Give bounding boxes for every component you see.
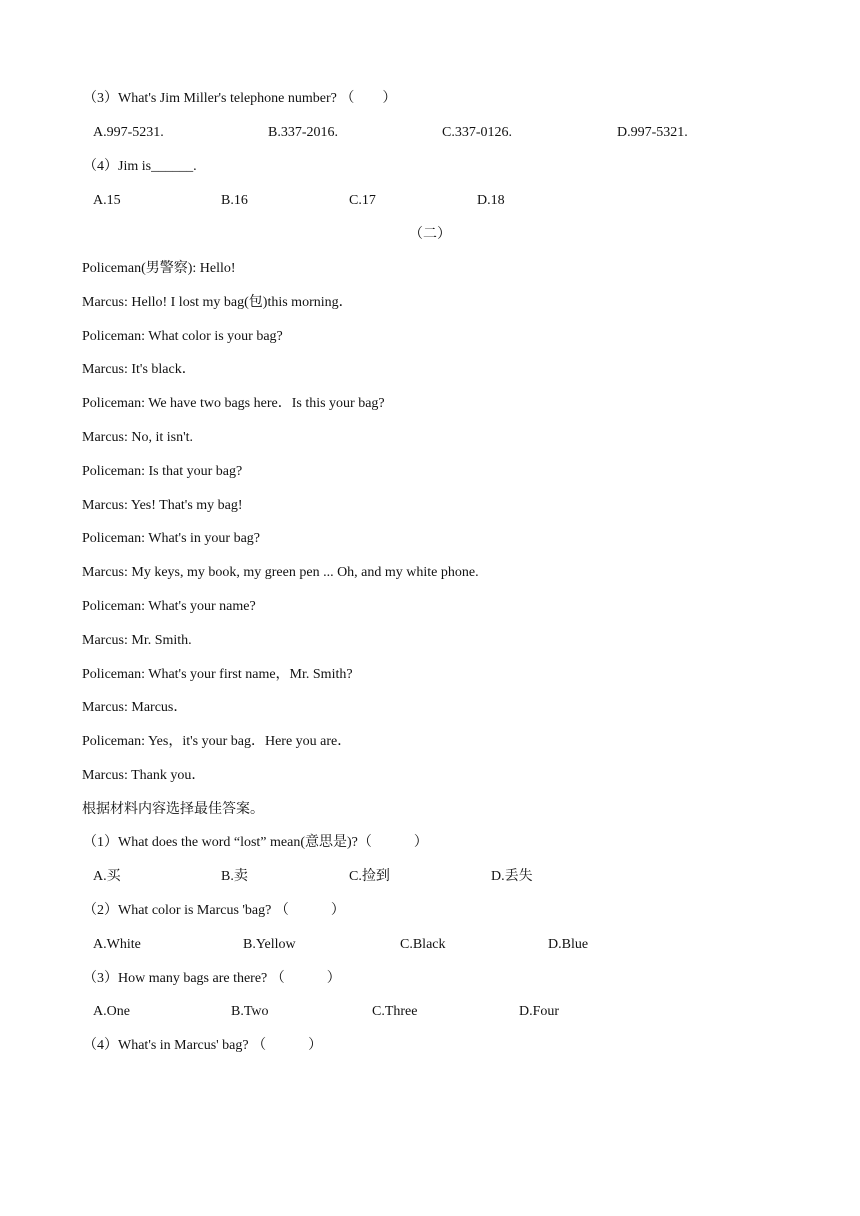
option-d: D.Blue bbox=[548, 937, 589, 952]
dialogue-line: Policeman: Is that your bag? bbox=[82, 464, 243, 479]
dialogue-line: Marcus: No, it isn't. bbox=[82, 430, 194, 445]
dialogue-line: Policeman: What's your name? bbox=[82, 599, 256, 614]
s2-question-3-options bbox=[93, 1003, 613, 1021]
option-d: D.18 bbox=[477, 193, 505, 208]
dialogue-line: Policeman: What color is your bag? bbox=[82, 329, 283, 344]
dialogue-line: Policeman: We have two bags here．Is this your bag? bbox=[82, 396, 385, 411]
option-a: A.One bbox=[93, 1004, 130, 1019]
option-b: B.Two bbox=[231, 1004, 269, 1019]
s2-question-3: （3）How many bags are there? （ ） bbox=[83, 971, 341, 986]
option-c: C.Black bbox=[400, 937, 446, 952]
option-c: C.17 bbox=[349, 193, 376, 208]
dialogue-line: Policeman: What's in your bag? bbox=[82, 531, 261, 546]
instruction: 根据材料内容选择最佳答案。 bbox=[82, 802, 264, 817]
s2-question-2: （2）What color is Marcus 'bag? （ ） bbox=[83, 903, 345, 918]
option-a: A.买 bbox=[93, 869, 121, 884]
dialogue-line: Marcus: Thank you． bbox=[82, 768, 206, 783]
option-a: A.White bbox=[93, 937, 141, 952]
question-4-age: （4）Jim is______. bbox=[83, 159, 197, 174]
option-d: D.997-5321. bbox=[617, 125, 688, 140]
option-c: C.337-0126. bbox=[442, 125, 512, 140]
s2-question-2-options bbox=[93, 936, 653, 954]
question-3-telephone: （3）What's Jim Miller's telephone number? （ ） bbox=[83, 91, 397, 106]
option-b: B.Yellow bbox=[243, 937, 296, 952]
dialogue-line: Marcus: It's black． bbox=[82, 362, 196, 377]
option-d: D.丢失 bbox=[491, 869, 533, 884]
option-b: B.16 bbox=[221, 193, 248, 208]
option-a: A.997-5231. bbox=[93, 125, 164, 140]
dialogue-line: Policeman(男警察): Hello! bbox=[82, 261, 236, 276]
option-b: B.卖 bbox=[221, 869, 248, 884]
dialogue-line: Marcus: My keys, my book, my green pen ... Oh, and my white phone. bbox=[82, 565, 479, 580]
s2-question-4: （4）What's in Marcus' bag? （ ） bbox=[83, 1038, 323, 1053]
option-b: B.337-2016. bbox=[268, 125, 338, 140]
option-a: A.15 bbox=[93, 193, 121, 208]
dialogue-line: Marcus: Mr. Smith. bbox=[82, 633, 192, 648]
dialogue-line: Policeman: What's your first name，Mr. Smith? bbox=[82, 667, 353, 682]
dialogue-line: Marcus: Marcus． bbox=[82, 700, 188, 715]
dialogue-line: Marcus: Hello! I lost my bag(包)this morning． bbox=[82, 295, 353, 310]
question-4-options bbox=[93, 192, 593, 210]
option-c: C.捡到 bbox=[349, 869, 390, 884]
s2-question-1-options bbox=[93, 868, 593, 886]
dialogue-line: Marcus: Yes! That's my bag! bbox=[82, 498, 243, 513]
dialogue-line: Policeman: Yes，it's your bag．Here you are． bbox=[82, 734, 352, 749]
option-c: C.Three bbox=[372, 1004, 418, 1019]
s2-question-1: （1）What does the word “lost” mean(意思是)?（ ） bbox=[83, 835, 428, 850]
section-2-heading: （二） bbox=[409, 227, 451, 242]
option-d: D.Four bbox=[519, 1004, 560, 1019]
question-3-options bbox=[93, 124, 793, 142]
